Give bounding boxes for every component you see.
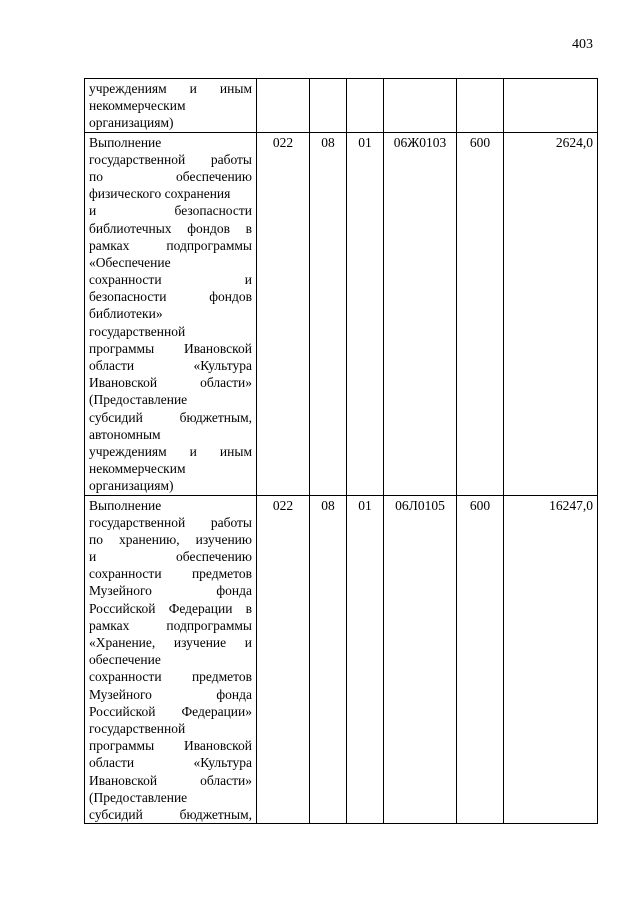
description-line: автономным [89, 426, 161, 442]
target-article-cell: 06Л0105 [384, 495, 457, 824]
description-line: некоммерческим [89, 98, 186, 114]
row-description [85, 132, 257, 495]
description-line: Ивановской области» [89, 375, 252, 391]
amount-cell: 2624,0 [504, 132, 598, 495]
description-line: государственной [89, 720, 186, 736]
table-row [85, 495, 598, 824]
description-line: (Предоставление [89, 789, 188, 805]
subsection-code-cell [347, 79, 384, 133]
description-line: некоммерческим [89, 461, 186, 477]
admin-code-cell [257, 79, 310, 133]
table-body [85, 79, 598, 824]
description-line: по обеспечению [89, 168, 252, 184]
expense-type-cell [457, 79, 504, 133]
description-line: сохранности и [89, 272, 252, 288]
description-line: Музейного фонда [89, 583, 252, 599]
description-line: Российской Федерации» [89, 703, 252, 719]
table-row [85, 79, 598, 133]
description-line: субсидий бюджетным, [89, 806, 252, 822]
description-line: «Хранение, изучение и [89, 635, 252, 650]
section-code-cell: 08 [310, 132, 347, 495]
amount-cell [504, 79, 598, 133]
description-line: библиотеки» [89, 306, 163, 322]
budget-table [84, 78, 598, 824]
admin-code-cell: 022 [257, 495, 310, 824]
subsection-code-cell: 01 [347, 495, 384, 824]
description-line: «Обеспечение [89, 254, 171, 270]
target-article-cell: 06Ж0103 [384, 132, 457, 495]
section-code-cell: 08 [310, 495, 347, 824]
description-line: Ивановской области» [89, 772, 252, 788]
description-line: по хранению, изучению [89, 531, 252, 547]
subsection-code-cell: 01 [347, 132, 384, 495]
expense-type-cell: 600 [457, 132, 504, 495]
description-line: государственной работы [89, 514, 252, 530]
description-line: субсидий бюджетным, [89, 409, 252, 425]
description-line: организациям) [89, 115, 174, 131]
description-line: Российской Федерации в [89, 600, 252, 616]
row-description [85, 79, 257, 133]
description-line: области «Культура [89, 358, 252, 373]
description-line: учреждениям и иным [89, 81, 252, 96]
description-line: физического сохранения [89, 186, 231, 202]
section-code-cell [310, 79, 347, 133]
description-line: (Предоставление [89, 392, 188, 408]
description-line: и обеспечению [89, 549, 252, 565]
description-line: организациям) [89, 478, 174, 494]
admin-code-cell: 022 [257, 132, 310, 495]
description-line: государственной [89, 323, 186, 339]
description-line: сохранности предметов [89, 669, 252, 685]
description-line: рамках подпрограммы [89, 617, 252, 633]
row-description [85, 495, 257, 824]
description-line: библиотечных фондов в [89, 220, 252, 236]
description-line: рамках подпрограммы [89, 237, 252, 253]
description-line: программы Ивановской [89, 340, 252, 356]
description-line: Выполнение [89, 134, 162, 150]
target-article-cell [384, 79, 457, 133]
description-line: безопасности фондов [89, 289, 252, 305]
description-line: Выполнение [89, 497, 162, 513]
description-line: Музейного фонда [89, 686, 252, 702]
expense-type-cell: 600 [457, 495, 504, 824]
description-line: обеспечение [89, 652, 161, 668]
page-number: 403 [572, 37, 593, 52]
description-line: государственной работы [89, 151, 252, 167]
description-line: и безопасности [89, 203, 252, 219]
table-row [85, 132, 598, 495]
description-line: учреждениям и иным [89, 443, 252, 459]
description-line: области «Культура [89, 755, 252, 771]
description-line: программы Ивановской [89, 738, 252, 754]
description-line: сохранности предметов [89, 566, 252, 582]
amount-cell: 16247,0 [504, 495, 598, 824]
